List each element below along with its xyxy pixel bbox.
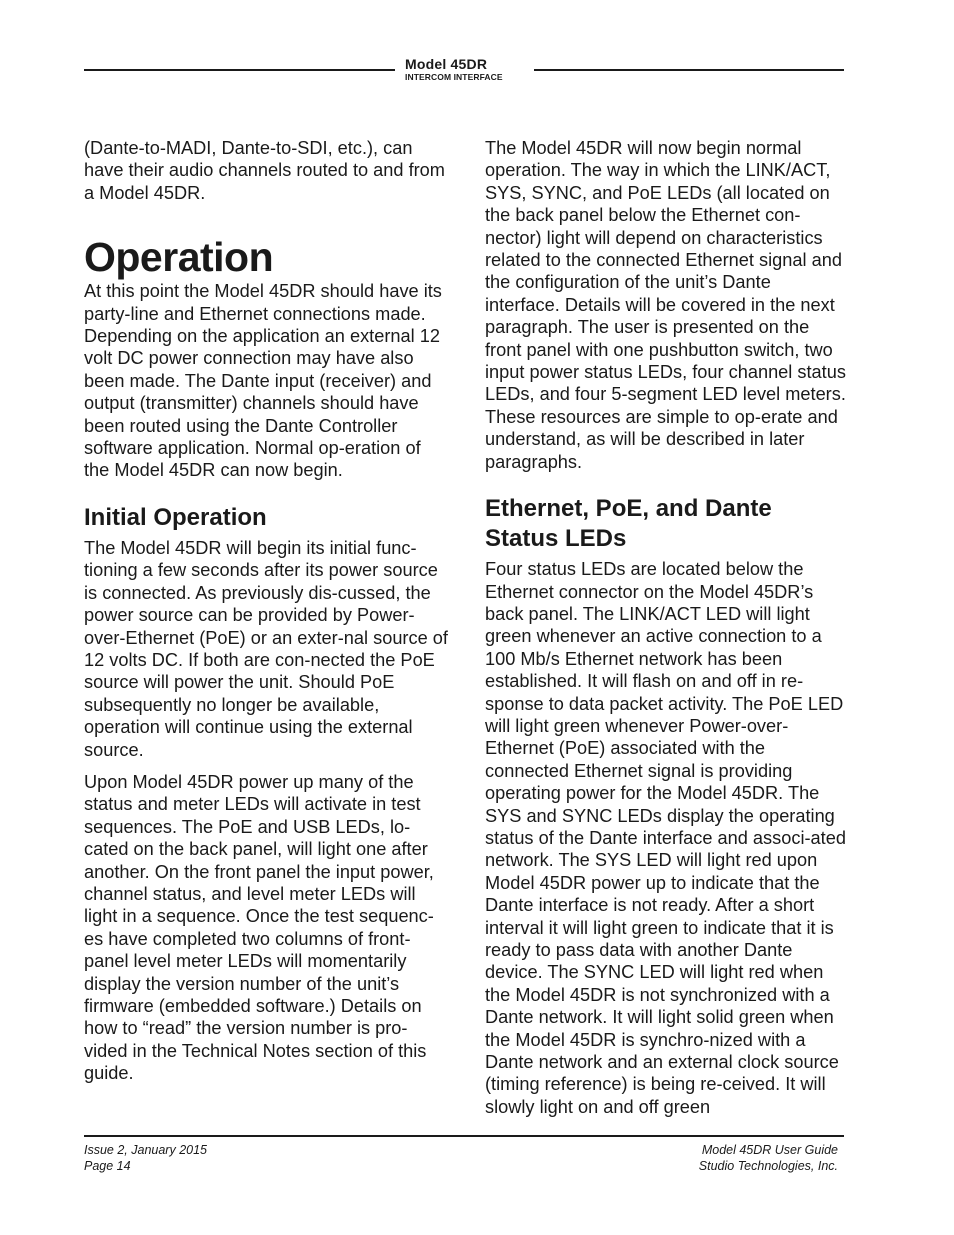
footer-company: Studio Technologies, Inc. [698,1159,838,1173]
header-title: Model 45DR [405,56,488,72]
normal-operation-paragraph: The Model 45DR will now begin normal operation. The way in which the LINK/ACT, SYS, SYNC, and PoE LEDs (all located on the back panel below the Ethernet con-nector) light will depend on characteristics related to the connected Ethernet signal and the configuration of the unit’s Dante interface. Details will be covered in the next paragraph. The user is presented on the front panel with one pushbutton switch, two input power status LEDs, four channel status LEDs, and four 5-segment LED level meters. These resources are simple to op-erate and understand, as will be described in later paragraphs. [485,138,846,472]
footer-guide: Model 45DR User Guide [701,1143,838,1157]
left-column [84,137,450,1085]
footer-rule [84,1135,844,1137]
initial-operation-paragraph-1: The Model 45DR will begin its initial func-tioning a few seconds after its power source is connected. As previously dis-cussed, the power source can be provided by Power-over-Ethernet (PoE) or an exter-nal source of 12 volts DC. If both are con-nected the PoE source will power the unit. Should PoE subsequently no longer be available, operation will continue using the external source. [84,537,448,760]
initial-operation-paragraph-2: Upon Model 45DR power up many of the status and meter LEDs will activate in test sequences. The PoE and USB LEDs, lo-cated on the back panel, will light one after another. On the front panel the input power, channel status, and level meter LEDs will light in a sequence. Once the test sequenc-es have completed two columns of front-panel level meter LEDs will momentarily display the version number of the unit’s firmware (embedded software.) Details on how to “read” the version number is pro-vided in the Technical Notes section of this guide. [84,771,434,1084]
right-column [485,137,849,1118]
header-rule-right [534,69,844,71]
operation-paragraph: At this point the Model 45DR should have its party-line and Ethernet connections made. Depending on the application an external 12 volt DC power connection may have also been made. The Dante input (receiver) and output (transmitter) channels should have been routed using the Dante Controller software application. Normal op-eration of the Model 45DR can now begin. [84,281,442,481]
footer-left [84,1142,384,1174]
header-subtitle: INTERCOM INTERFACE [405,72,503,82]
header-brand [405,57,535,82]
subheading-initial-operation: Initial Operation [84,503,267,531]
subheading-status-leds: Ethernet, PoE, and Dante Status LEDs [485,495,772,553]
intro-paragraph: (Dante-to-MADI, Dante-to-SDI, etc.), can have their audio channels routed to and from a Model 45DR. [84,138,445,203]
footer-right [538,1142,838,1174]
section-heading-operation: Operation [84,234,274,281]
footer-page: Page 14 [84,1159,131,1173]
header-rule-left [84,69,395,71]
status-leds-paragraph: Four status LEDs are located below the Ethernet connector on the Model 45DR’s back panel. The LINK/ACT LED will light green whenever an active connection to a 100 Mb/s Ethernet network has been established. It will flash on and off in re-sponse to data packet activity. The PoE LED will light green whenever Power-over-Ethernet (PoE) associated with the connected Ethernet signal is providing operating power for the Model 45DR. The SYS and SYNC LEDs display the operating status of the Dante interface and associ-ated network. The SYS LED will light red upon Model 45DR power up to indicate that the Dante interface is not ready. After a short interval it will light green to indicate that it is ready to pass data with another Dante device. The SYNC LED will light red when the Model 45DR is not synchronized with a Dante network. It will light solid green when the Model 45DR is synchro-nized with a Dante network and an external clock source (timing reference) is being re-ceived. It will slowly light on and off green [485,559,846,1117]
footer-issue: Issue 2, January 2015 [84,1143,207,1157]
